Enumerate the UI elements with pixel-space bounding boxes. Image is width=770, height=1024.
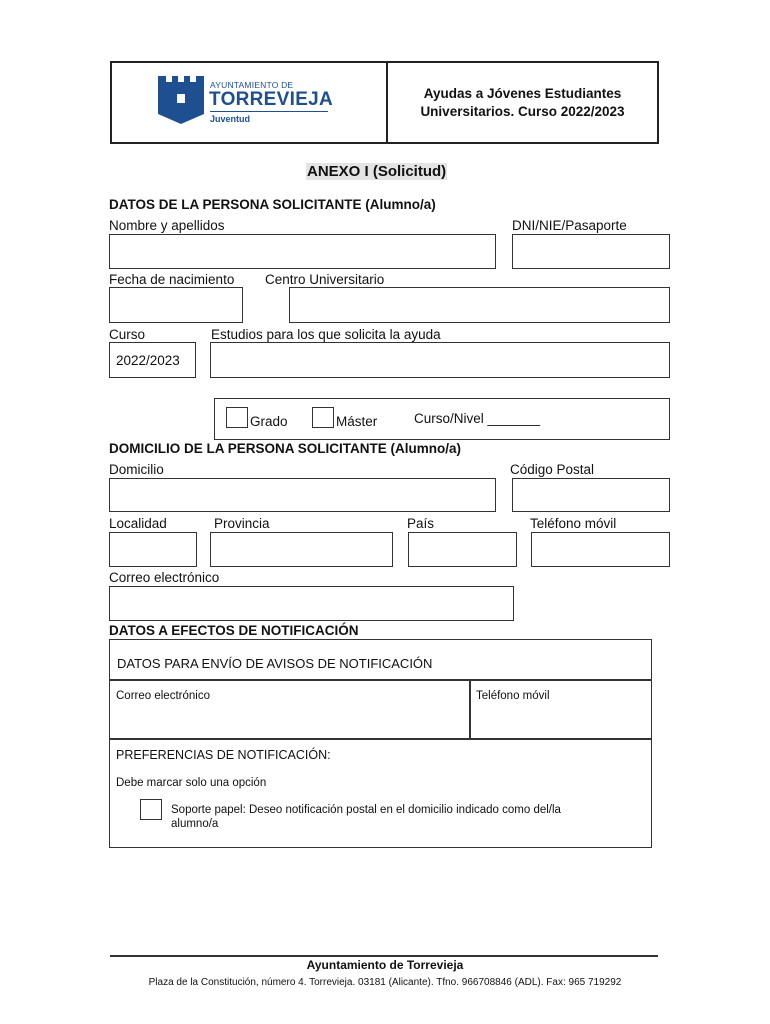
table-divider [469,679,471,739]
notification-email-label: Correo electrónico [116,690,210,702]
mobile-phone-label: Teléfono móvil [530,516,617,531]
studies-label: Estudios para los que solicita la ayuda [211,327,441,342]
logo-underline [210,111,328,112]
footer-org: Ayuntamiento de Torrevieja [306,958,464,972]
paper-option-line2: alumno/a [171,818,219,830]
address-label: Domicilio [109,462,164,477]
notification-phone-label: Teléfono móvil [476,690,550,702]
paper-support-checkbox[interactable] [140,799,162,820]
name-field[interactable] [109,234,496,269]
master-label: Máster [336,414,378,429]
mobile-phone-field[interactable] [531,532,670,567]
university-label: Centro Universitario [265,272,385,287]
footer-rule [110,955,658,957]
locality-label: Localidad [109,516,167,531]
level-label: Curso/Nivel _______ [414,411,541,426]
preferences-title: PREFERENCIAS DE NOTIFICACIÓN: [116,748,331,762]
annex-title: ANEXO I (Solicitud) [307,163,447,180]
email-field[interactable] [109,586,514,621]
notification-table-title: DATOS PARA ENVÍO DE AVISOS DE NOTIFICACIÓN [117,656,433,671]
course-field[interactable]: 2022/2023 [109,342,196,378]
grado-label: Grado [250,414,288,429]
footer-address: Plaza de la Constitución, número 4. Torrevieja. 03181 (Alicante). Tfno. 966708846 (ADL). Fax: 965 719292 [148,977,622,988]
province-label: Provincia [214,516,270,531]
country-label: País [407,516,435,531]
program-title [388,63,657,142]
province-field[interactable] [210,532,393,567]
paper-option-line1: Soporte papel: Deseo notificación postal en el domicilio indicado como del/la [171,804,561,816]
id-field[interactable] [512,234,670,269]
studies-field[interactable] [210,342,670,378]
preferences-note: Debe marcar solo una opción [116,777,267,789]
notification-phone-field[interactable] [472,700,649,736]
name-label: Nombre y apellidos [109,218,225,233]
postal-code-field[interactable] [512,478,670,512]
locality-field[interactable] [109,532,197,567]
notification-email-field[interactable] [112,700,466,736]
master-checkbox[interactable] [312,407,334,428]
birth-label: Fecha de nacimiento [109,272,235,287]
address-field[interactable] [109,478,496,512]
country-field[interactable] [408,532,517,567]
university-field[interactable] [289,287,670,323]
course-label: Curso [109,327,146,342]
logo-line2: TORREVIEJA [209,89,334,110]
postal-code-label: Código Postal [510,462,595,477]
id-label: DNI/NIE/Pasaporte [512,218,627,233]
notification-section-title: DATOS A EFECTOS DE NOTIFICACIÓN [109,623,359,638]
applicant-section-title: DATOS DE LA PERSONA SOLICITANTE (Alumno/a) [109,197,436,212]
logo-line3: Juventud [210,114,251,124]
grado-checkbox[interactable] [226,407,248,428]
program-title-line1: Ayudas a Jóvenes Estudiantes [423,85,622,101]
logo-line1: AYUNTAMIENTO DE [210,80,294,90]
birth-date-field[interactable] [109,287,243,323]
table-divider [109,679,652,681]
torrevieja-tower-logo [156,76,206,124]
table-divider [109,738,652,740]
program-title-line2: Universitarios. Curso 2022/2023 [420,103,625,119]
address-section-title: DOMICILIO DE LA PERSONA SOLICITANTE (Alumno/a) [109,441,461,456]
email-label: Correo electrónico [109,570,220,585]
